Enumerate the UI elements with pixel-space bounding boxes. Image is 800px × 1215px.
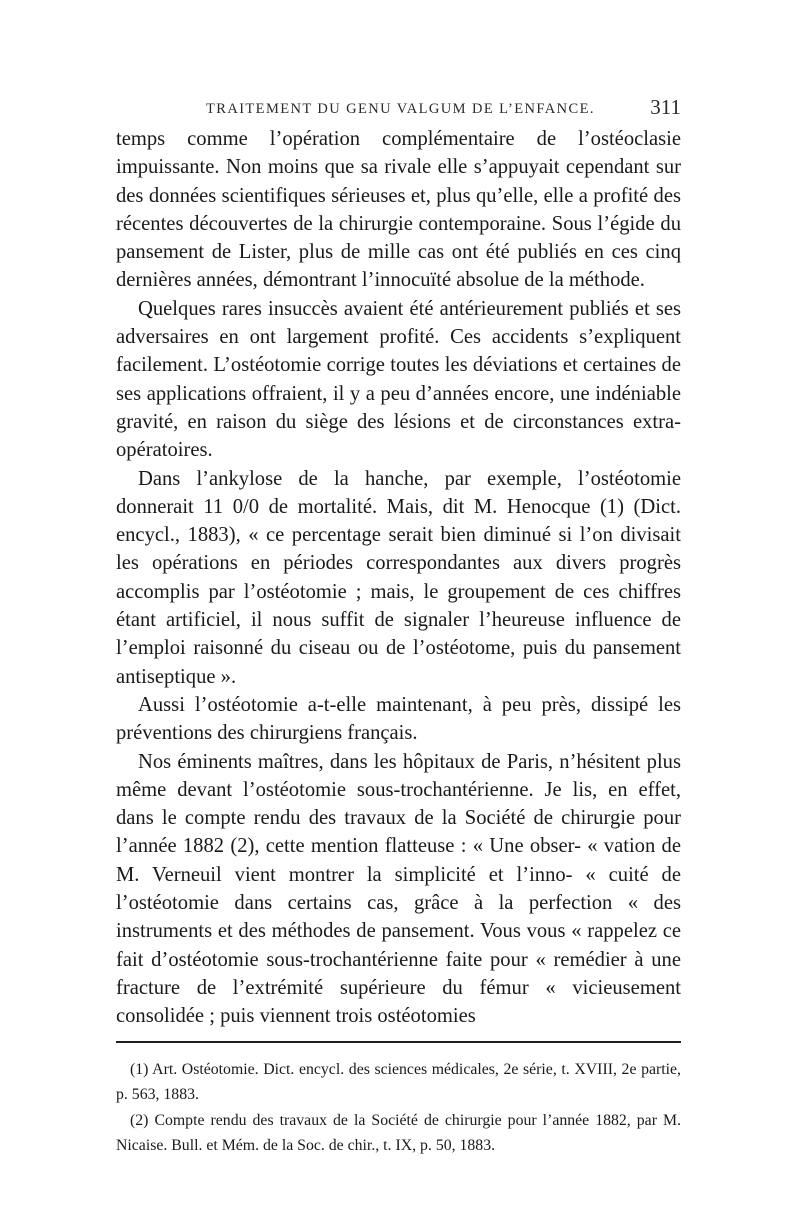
footnote-1: (1) Art. Ostéotomie. Dict. encycl. des sciences médicales, 2e série, t. XVIII, 2e partie, p. 563, 1883. xyxy=(116,1060,681,1103)
footnotes xyxy=(116,1057,681,1159)
book-page xyxy=(116,95,681,1159)
paragraph-3: Dans l’ankylose de la hanche, par exemple, l’ostéotomie donnerait 11 0/0 de mortalité. Mais, dit M. Henocque (1) (Dict. encycl., 1883), « ce percentage serait bien diminué si l’on divisait les opérations en périodes correspondantes aux divers progrès accomplis par l’ostéotomie ; mais, le groupement de ces chiffres étant artificiel, il nous suffit de signaler l’heureuse influence de l’emploi raisonné du ciseau ou de l’ostéotome, puis du pansement antiseptique ». xyxy=(116,467,681,688)
running-head xyxy=(116,95,681,123)
running-title: TRAITEMENT DU GENU VALGUM DE L’ENFANCE. xyxy=(206,101,595,117)
body-text xyxy=(116,125,681,1031)
paragraph-4: Aussi l’ostéotomie a-t-elle maintenant, à peu près, dissipé les préventions des chirurgiens français. xyxy=(116,693,681,745)
paragraph-1: temps comme l’opération complémentaire de l’ostéoclasie impuissante. Non moins que sa rivale elle s’appuyait cependant sur des données scientifiques sérieuses et, plus qu’elle, elle a profité des récentes découvertes de la chirurgie contemporaine. Sous l’égide du pansement de Lister, plus de mille cas ont été publiés en ces cinq dernières années, démontrant l’innocuïté absolue de la méthode. xyxy=(116,128,681,292)
footnote-2: (2) Compte rendu des travaux de la Société de chirurgie pour l’année 1882, par M. Nicaise. Bull. et Mém. de la Soc. de chir., t. IX, p. 50, 1883. xyxy=(116,1111,681,1154)
page-number: 311 xyxy=(650,95,681,119)
paragraph-2: Quelques rares insuccès avaient été antérieurement publiés et ses adversaires en ont largement profité. Ces accidents s’expliquent facilement. L’ostéotomie corrige toutes les déviations et certaines de ses applications offraient, il y a peu d’années encore, une indéniable gravité, en raison du siège des lésions et de circonstances extra-opératoires. xyxy=(116,297,681,462)
footnote-rule xyxy=(116,1041,681,1043)
paragraph-5: Nos éminents maîtres, dans les hôpitaux de Paris, n’hésitent plus même devant l’ostéotomie sous-trochantérienne. Je lis, en effet, dans le compte rendu des travaux de la Société de chirurgie pour l’année 1882 (2), cette mention flatteuse : « Une obser- « vation de M. Verneuil vient montrer la simplicité et l’inno- « cuité de l’ostéotomie dans certains cas, grâce à la perfection « des instruments et des méthodes de pansement. Vous vous « rappelez ce fait d’ostéotomie sous-trochantérienne faite pour « remédier à une fracture de l’extrémité supérieure du fémur « vicieusement consolidée ; puis viennent trois ostéotomies xyxy=(116,750,681,1028)
